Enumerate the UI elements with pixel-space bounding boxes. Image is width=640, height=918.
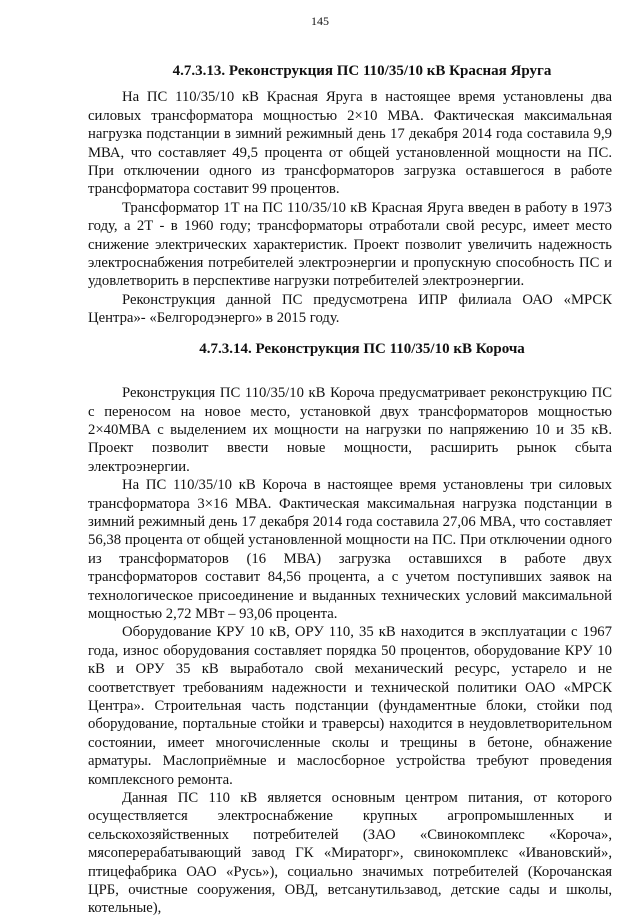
paragraph: На ПС 110/35/10 кВ Красная Яруга в настоящее время установлены два силовых трансформатора мощностью 2×10 МВА. Фактическая максимальная нагрузка подстанции в зимний режимный день 17 декабря 2014 года составила 9,9 МВА, что составляет 49,5 процента от общей установленной мощности на ПС. При отключении одного из трансформаторов загрузка оставшегося в работе трансформатора составит 99 процентов.	[88, 89, 612, 198]
section-heading-korocha: 4.7.3.14. Реконструкция ПС 110/35/10 кВ Короча	[199, 340, 525, 357]
paragraph: На ПС 110/35/10 кВ Короча в настоящее время установлены три силовых трансформатора 3×16 МВА. Фактическая максимальная нагрузка подстанции в зимний режимный день 17 декабря 2014 года составила 27,06 МВА, что составляет 56,38 процента от общей установленной мощности на ПС. При отключении одного из трансформаторов (16 МВА) загрузка оставшихся в работе двух трансформаторов составит 84,56 процента, а с учетом поступивших заявок на технологическое присоединение и выданных технических условий максимальной мощностью 2,72 МВт – 93,06 процента.	[88, 477, 612, 622]
page-content	[88, 62, 612, 918]
page-number: 145	[311, 14, 329, 28]
paragraph: Данная ПС 110 кВ является основным центром питания, от которого осуществляется электроснабжение крупных агропромышленных и сельскохозяйственных потребителей (ЗАО «Свинокомплекс «Короча», мясоперерабатывающий завод ГК «Мираторг», свинокомплекс «Ивановский», птицефабрика ОАО «Русь»), социально значимых потребителей (Корочанская ЦРБ, очистные сооружения, ОВД, ветсанутильзавод, детские сады и школы, котельные),	[88, 790, 612, 917]
paragraph: Трансформатор 1Т на ПС 110/35/10 кВ Красная Яруга введен в работу в 1973 году, а 2Т - в 1960 году; трансформаторы отработали свой ресурс, имеет место снижение электрических характеристик. Проект позволит увеличить надежность электроснабжения потребителей электроэнергии и пропускную способность ПС и удовлетворить в перспективе нагрузки потребителей электроэнергии.	[88, 199, 612, 290]
paragraph: Реконструкция ПС 110/35/10 кВ Короча предусматривает реконструкцию ПС с переносом на новое место, установкой двух трансформаторов мощностью 2×40МВА с выделением их мощности на нагрузки по напряжению 10 и 35 кВ. Проект позволит ввести новые мощности, расширить рынок сбыта электроэнергии.	[88, 385, 612, 475]
paragraph: Оборудование КРУ 10 кВ, ОРУ 110, 35 кВ находится в эксплуатации с 1967 года, износ оборудования составляет порядка 50 процентов, оборудование КРУ 10 кВ и ОРУ 35 кВ выработало свой механический ресурс, устарело и не соответствует требованиям надежности и технической политики ОАО «МРСК Центра». Строительная часть подстанции (фундаментные блоки, стойки под оборудование, портальные стойки и траверсы) находится в неудовлетворительном состоянии, имеет многочисленные сколы и трещины в бетоне, обнажение арматуры. Маслоприёмные и маслосборное устройства требуют проведения комплексного ремонта.	[88, 624, 612, 788]
paragraph: Реконструкция данной ПС предусмотрена ИПР филиала ОАО «МРСК Центра»- «Белгородэнерго» в 2015 году.	[88, 291, 612, 327]
section-heading-krasnaya-yaruga: 4.7.3.13. Реконструкция ПС 110/35/10 кВ Красная Яруга	[172, 63, 552, 79]
